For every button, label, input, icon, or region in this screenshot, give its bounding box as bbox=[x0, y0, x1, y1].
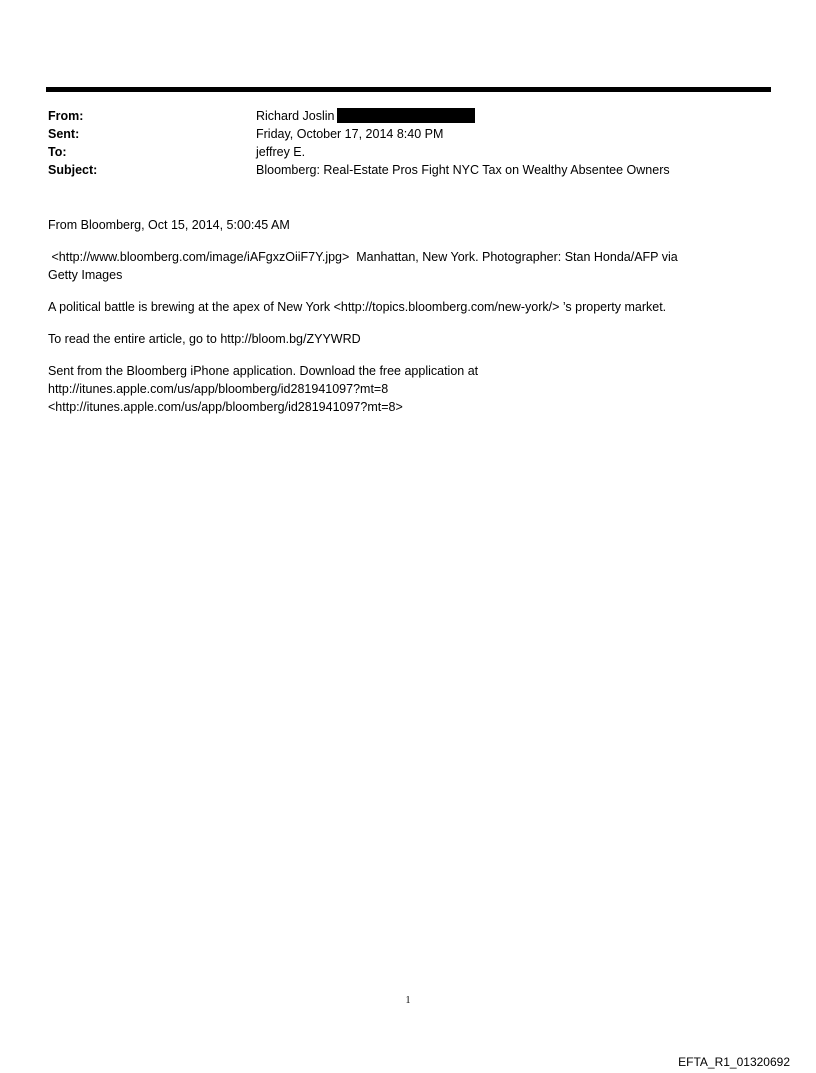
signature-line-3: <http://itunes.apple.com/us/app/bloomberg/id281941097?mt=8> bbox=[48, 400, 403, 414]
image-caption-line-2: Getty Images bbox=[48, 268, 123, 282]
sent-row bbox=[48, 125, 748, 143]
email-body bbox=[48, 216, 758, 430]
subject-label: Subject: bbox=[48, 163, 98, 177]
signature-line-1: Sent from the Bloomberg iPhone application. Download the free application at bbox=[48, 364, 479, 378]
to-label: To: bbox=[48, 145, 67, 159]
redaction-block bbox=[337, 108, 475, 123]
signature-line-2: http://itunes.apple.com/us/app/bloomberg/id281941097?mt=8 bbox=[48, 382, 389, 396]
source-line: From Bloomberg, Oct 15, 2014, 5:00:45 AM bbox=[48, 218, 290, 232]
article-link-line: To read the entire article, go to http://bloom.bg/ZYYWRD bbox=[48, 332, 361, 346]
to-value: jeffrey E. bbox=[256, 145, 306, 159]
sent-value: Friday, October 17, 2014 8:40 PM bbox=[256, 127, 444, 141]
from-value bbox=[256, 107, 748, 125]
subject-value: Bloomberg: Real-Estate Pros Fight NYC Tax on Wealthy Absentee Owners bbox=[256, 163, 670, 177]
document-id: EFTA_R1_01320692 bbox=[678, 1055, 790, 1069]
image-caption-line-1: <http://www.bloomberg.com/image/iAFgxzOiiF7Y.jpg> Manhattan, New York. Photographer: Stan Honda/AFP via bbox=[48, 250, 678, 264]
image-caption bbox=[48, 248, 758, 284]
subject-row bbox=[48, 161, 748, 179]
from-label: From: bbox=[48, 109, 84, 123]
header-rule bbox=[46, 87, 771, 92]
from-row bbox=[48, 107, 748, 125]
sent-label: Sent: bbox=[48, 127, 80, 141]
signature-block bbox=[48, 362, 758, 416]
article-lede: A political battle is brewing at the apex of New York <http://topics.bloomberg.com/new-york/> ’s property market. bbox=[48, 300, 667, 314]
to-row bbox=[48, 143, 748, 161]
email-header bbox=[48, 107, 748, 179]
page-number: 1 bbox=[405, 995, 411, 1006]
from-name: Richard Joslin bbox=[256, 109, 335, 123]
